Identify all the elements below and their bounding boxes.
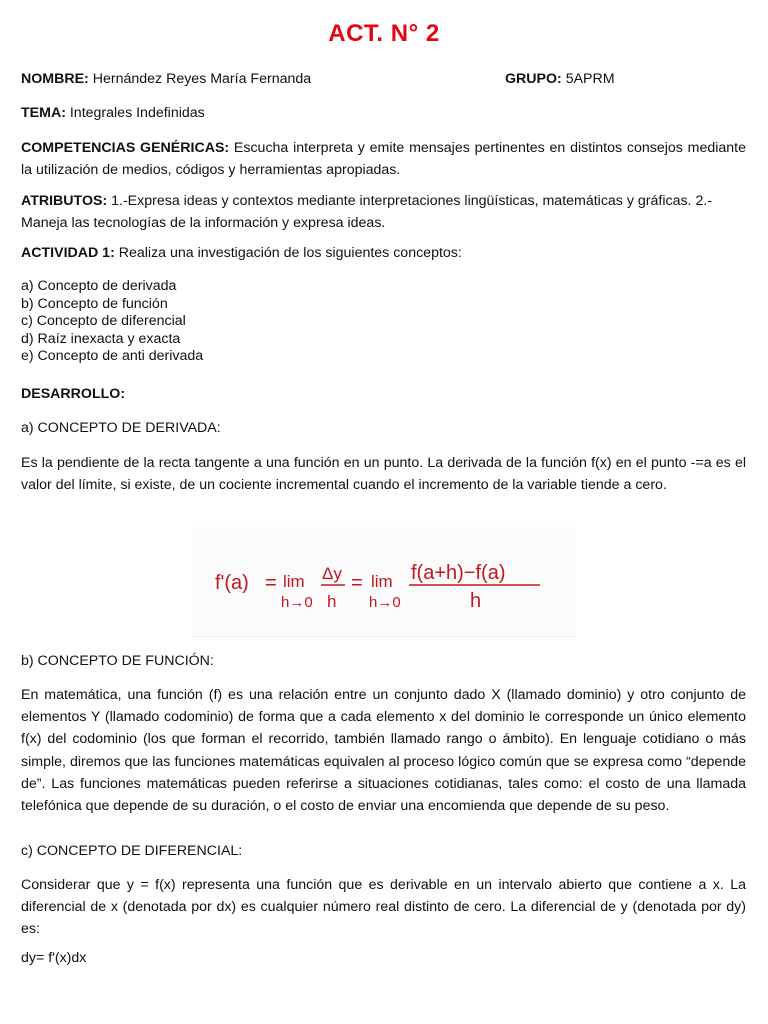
differential-formula: dy= f'(x)dx	[21, 950, 87, 966]
derivative-formula-image	[193, 527, 576, 637]
desarrollo-heading: DESARROLLO:	[21, 386, 126, 402]
formula-lhs: f'(a)	[215, 572, 249, 594]
atributos-label: ATRIBUTOS:	[21, 193, 108, 209]
actividad-label: ACTIVIDAD 1:	[21, 245, 115, 261]
document-title: ACT. N° 2	[328, 20, 440, 47]
grupo-field	[505, 70, 615, 88]
section-a-heading: a) CONCEPTO DE DERIVADA:	[21, 420, 221, 436]
formula-num-2: f(a+h)−f(a)	[411, 562, 506, 584]
formula-equals-1: =	[265, 572, 277, 594]
tema-value: Integrales Indefinidas	[65, 105, 205, 121]
formula-num-1: Δy	[322, 564, 342, 583]
derivative-formula	[193, 527, 576, 636]
competencias-label: COMPETENCIAS GENÉRICAS:	[21, 140, 230, 156]
list-item: d) Raíz inexacta y exacta	[21, 330, 181, 347]
tema-label: TEMA:	[21, 105, 66, 121]
atributos-text: 1.-Expresa ideas y contextos mediante interpretaciones lingüísticas, matemáticas y gráficas. 2.-Maneja las tecnologías de la información y expresa ideas.	[21, 193, 712, 231]
list-item: e) Concepto de anti derivada	[21, 348, 204, 365]
section-b-heading: b) CONCEPTO DE FUNCIÓN:	[21, 653, 214, 669]
formula-equals-2: =	[351, 572, 363, 594]
section-c-text: Considerar que y = f(x) representa una función que es derivable en un intervalo abierto que contiene a x. La diferencial de x (denotada por dx) es cualquier número real distinto de cero. La diferencial de y (denotada por dy) es:	[21, 877, 746, 937]
nombre-value: Hernández Reyes María Fernanda	[88, 71, 312, 87]
grupo-label: GRUPO:	[505, 71, 562, 87]
list-item: b) Concepto de función	[21, 295, 168, 312]
formula-lim-1: lim	[283, 572, 305, 591]
tema-line	[21, 104, 746, 122]
section-c-heading: c) CONCEPTO DE DIFERENCIAL:	[21, 843, 243, 859]
formula-lim-sub-1: h→0	[281, 594, 313, 611]
list-item: c) Concepto de diferencial	[21, 313, 186, 330]
nombre-label: NOMBRE:	[21, 71, 89, 87]
name-line	[21, 70, 746, 88]
grupo-value: 5APRM	[561, 71, 615, 87]
atributos-paragraph	[21, 190, 746, 234]
formula-den-1: h	[327, 592, 337, 611]
formula-lim-sub-2: h→0	[369, 594, 401, 611]
competencias-text: Escucha interpreta y emite mensajes pertinentes en distintos consejos mediante la utilización de medios, códigos y herramientas apropiadas.	[21, 140, 746, 178]
actividad-text: Realiza una investigación de los siguientes conceptos:	[114, 245, 462, 261]
section-b-text: En matemática, una función (f) es una relación entre un conjunto dado X (llamado dominio) y otro conjunto de elementos Y (llamado codominio) de forma que a cada elemento x del dominio le corresponde un único elemento f(x) del codominio (los que forman el recorrido, también llamado rango o ámbito). En lenguaje cotidiano o más simple, diremos que las funciones matemáticas equivalen al proceso lógico común que se expresa como “depende de”. Las funciones matemáticas pueden referirse a situaciones cotidianas, tales como: el costo de una llamada telefónica que depende de su duración, o el costo de enviar una encomienda que depende de su peso.	[21, 687, 746, 815]
formula-lim-2: lim	[371, 572, 393, 591]
formula-den-2: h	[470, 590, 482, 612]
competencias-paragraph	[21, 137, 746, 181]
concept-list	[21, 278, 746, 366]
actividad-line	[21, 244, 746, 262]
section-a-text: Es la pendiente de la recta tangente a una función en un punto. La derivada de la función f(x) en el punto -=a es el valor del límite, si existe, de un cociente incremental cuando el incremento de la variable tiende a cero.	[21, 455, 746, 493]
list-item: a) Concepto de derivada	[21, 278, 177, 294]
